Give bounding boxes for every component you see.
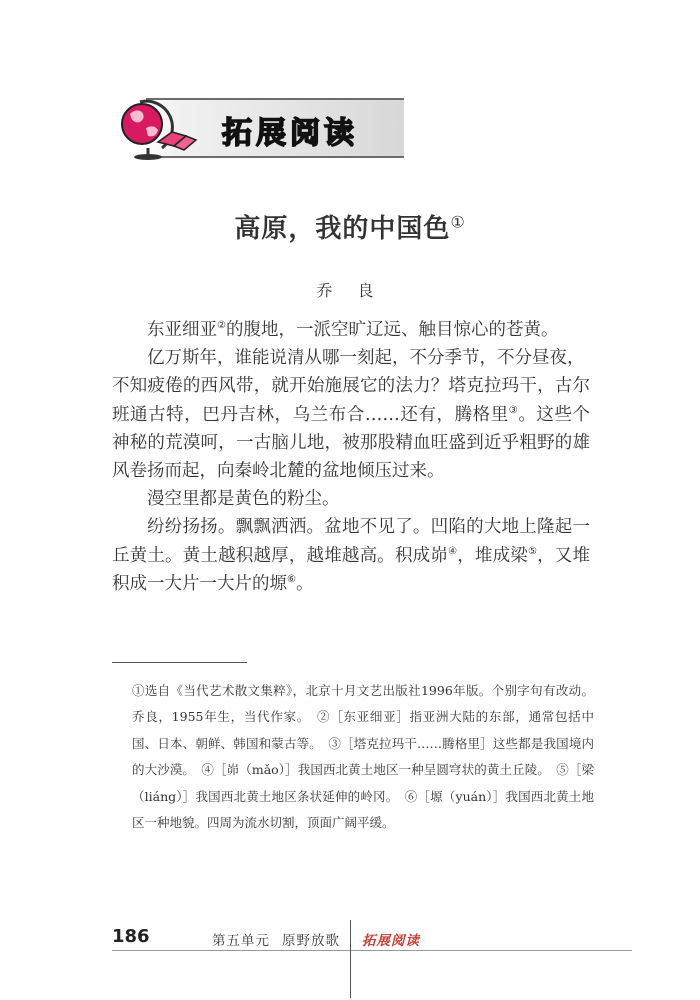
footer-unit-name: 原野放歌 (282, 933, 340, 949)
footnote-mark-2: ② (217, 320, 226, 332)
footnote-mark-5: ⑤ (527, 545, 538, 557)
paragraph-4 (112, 513, 590, 598)
section-banner-title: 拓展阅读 (222, 116, 358, 151)
footnote-divider (112, 662, 247, 663)
footer-rule (112, 950, 632, 951)
paragraph-2-text-a: 不知疲倦的西风带，就开始施展它的法力？塔克拉玛干，古尔班通古特，巴丹吉林，乌兰布合……还有，腾格里 (112, 376, 590, 425)
title-footnote-mark: ① (450, 212, 466, 232)
page-number: 186 (112, 926, 150, 947)
footer-unit-label: 第五单元 (212, 933, 270, 949)
paragraph-4-text-d: 。 (295, 573, 314, 594)
paragraph-1-text-b: 的腹地，一派空旷辽远、触目惊心的苍黄。 (225, 320, 559, 340)
article-title-text: 高原，我的中国色 (234, 214, 451, 244)
paragraph-2: 亿万斯年，谁能说清从哪一刻起，不分季节，不分昼夜， (147, 348, 585, 369)
paragraph-2-continued (112, 372, 590, 485)
paragraph-1-text-a: 东亚细亚 (147, 320, 217, 340)
paragraph-2-text-b: 。这些个神秘的荒漠呵，一古脑儿地，被那股精血旺盛到近乎粗野的雄风卷扬而起，向秦岭北麓的盆地倾压过来。 (112, 404, 591, 482)
footnote-mark-3: ③ (508, 404, 519, 416)
paragraph-3: 漫空里都是黄色的粉尘。 (147, 489, 340, 510)
paragraph-1 (112, 316, 590, 344)
paragraph-4-text-b: ，堆成梁 (457, 545, 528, 566)
footer-unit (212, 929, 340, 949)
footnote-mark-4: ④ (448, 545, 458, 557)
footnotes (132, 678, 594, 836)
footnotes-text: ①选自《当代艺术散文集粹》，北京十月文艺出版社1996年版。个别字句有改动。乔良，1955年生，当代作家。 ②［东亚细亚］指亚洲大陆的东部，通常包括中国、日本、朝鲜、韩国和蒙古等。 ③［塔克拉玛干……腾格里］这些都是我国境内的大沙漠。 ④［峁（mǎo）］我国西北黄土地区一种呈圆穹状的黄土丘陵。 ⑤［梁（liáng）］我国西北黄土地区条状延伸的岭冈。 ⑥［塬（yuán）］我国西北黄土地区一种地貌。四周为流水切割，顶面广阔平缓。 (132, 683, 594, 831)
footer-section-label: 拓展阅读 (362, 933, 420, 949)
footer-divider (350, 920, 351, 998)
footnote-mark-6: ⑥ (287, 574, 296, 585)
article-title (0, 208, 700, 245)
article-author: 乔 良 (316, 281, 384, 300)
paragraph-4-text-a: 纷纷扬扬。飘飘洒洒。盆地不见了。凹陷的大地上隆起一丘黄土。黄土越积越厚，越堆越高。积成峁 (112, 517, 590, 566)
globe-book-icon (100, 84, 210, 162)
paragraph-4-text-c: ，又堆积成一大片一大片的塬 (112, 545, 590, 594)
article-body (112, 316, 590, 598)
